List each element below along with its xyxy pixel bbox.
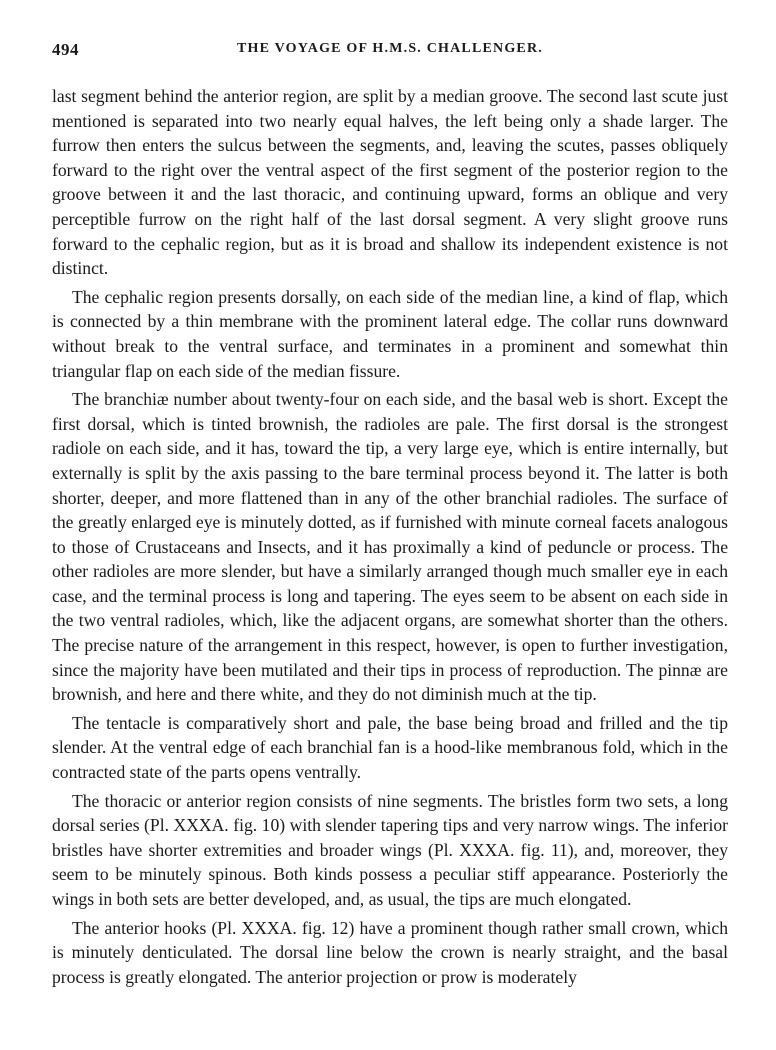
paragraph-5: The thoracic or anterior region consists of nine segments. The bristles form two sets, a long dorsal series (Pl. XXXA. fig. 10) with slender tapering tips and very narrow wings. The inferior bristles have shorter extremities and broader wings (Pl. XXXA. fig. 11), and, moreover, they seem to be minutely spinous. Both kinds possess a peculiar stiff appearance. Posteriorly the wings in both sets are better developed, and, as usual, the tips are much elongated. xyxy=(52,790,728,909)
body-text xyxy=(52,84,728,989)
paragraph-4: The tentacle is comparatively short and pale, the base being broad and frilled and the tip slender. At the ventral edge of each branchial fan is a hood-like membranous fold, which in the contracted state of the parts opens ventrally. xyxy=(52,712,728,783)
page-number: 494 xyxy=(52,40,79,59)
running-title: THE VOYAGE OF H.M.S. CHALLENGER. xyxy=(237,41,543,56)
paragraph-3: The branchiæ number about twenty-four on each side, and the basal web is short. Except the first dorsal, which is tinted brownish, the radioles are pale. The first dorsal is the strongest radiole on each side, and it has, toward the tip, a very large eye, which is entire internally, but externally is split by the axis passing to the bare terminal process beyond it. The latter is both shorter, deeper, and more flattened than in any of the other branchial radioles. The surface of the greatly enlarged eye is minutely dotted, as if furnished with minute corneal facets analogous to those of Crustaceans and Insects, and it has proximally a kind of peduncle or process. The other radioles are more slender, but have a similarly arranged though much smaller eye in each case, and the terminal process is long and tapering. The eyes seem to be absent on each side in the two ventral radioles, which, like the adjacent organs, are somewhat shorter than the others. The precise nature of the arrangement in this respect, however, is open to further investigation, since the majority have been mutilated and their tips in process of reproduction. The pinnæ are brownish, and here and there white, and they do not diminish much at the tip. xyxy=(52,389,728,705)
paragraph-6: The anterior hooks (Pl. XXXA. fig. 12) have a prominent though rather small crown, which is minutely denticulated. The dorsal line below the crown is nearly straight, and the basal process is greatly elongated. The anterior projection or prow is moderately xyxy=(52,917,728,987)
paragraph-2: The cephalic region presents dorsally, on each side of the median line, a kind of flap, which is connected by a thin membrane with the prominent lateral edge. The collar runs downward without break to the ventral surface, and terminates in a prominent and somewhat thin triangular flap on each side of the median fissure. xyxy=(52,286,728,381)
book-page xyxy=(52,40,728,993)
running-head xyxy=(52,40,728,68)
paragraph-1: last segment behind the anterior region, are split by a median groove. The second last scute just mentioned is separated into two nearly equal halves, the left being only a shade larger. The furrow then enters the sulcus between the segments, and, leaving the scutes, passes obliquely forward to the right over the ventral aspect of the first segment of the posterior region to the groove between it and the last thoracic, and continuing upward, forms an oblique and very perceptible furrow on the right half of the last dorsal segment. A very slight groove runs forward to the cephalic region, but as it is broad and shallow its independent existence is not distinct. xyxy=(52,86,728,279)
